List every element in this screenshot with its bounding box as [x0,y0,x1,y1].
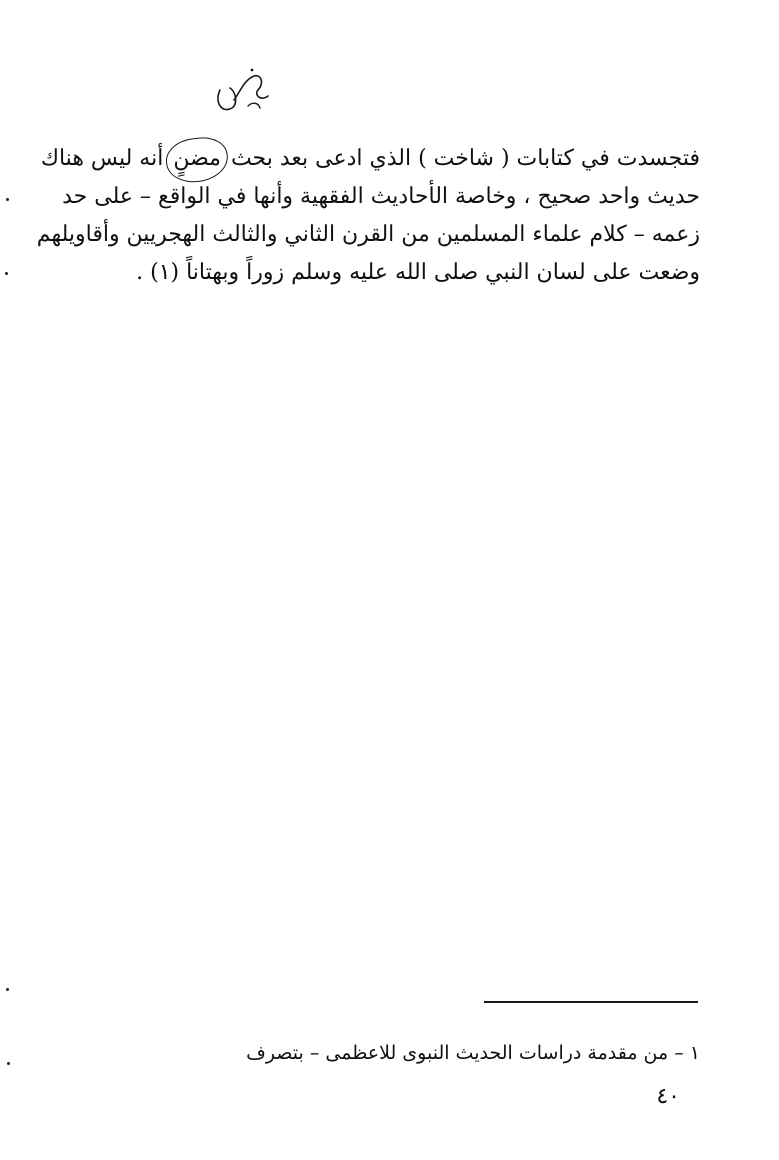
footnote: ١ – من مقدمة دراسات الحديث النبوى للاعظمى – بتصرف [246,1042,700,1064]
page-number: ٤٠ [656,1084,680,1109]
paragraph-line-1 [40,140,700,178]
paragraph-line-1-head: فتجسدت في كتابات ( شاخت ) الذي ادعى بعد بحث [230,146,700,171]
handwritten-margin-note [210,62,280,122]
scan-speck [6,988,9,991]
scan-speck [7,1062,10,1065]
paragraph-line-1-tail: أنه ليس هناك [40,146,164,171]
paragraph-line-2: حديث واحد صحيح ، وخاصة الأحاديث الفقهية وأنها في الواقع – على حد [62,184,700,209]
scan-speck [5,272,8,275]
scan-speck [6,198,9,201]
paragraph-line-3: زعمه – كلام علماء المسلمين من القرن الثاني والثالث الهجريين وأقاويلهم [36,222,700,247]
footnote-separator [484,1001,698,1003]
circled-word: مضنٍ [170,140,224,178]
paragraph-line-4: وضعت على لسان النبي صلى الله عليه وسلم زوراً وبهتاناً (١) . [136,260,700,285]
main-paragraph [36,140,700,292]
